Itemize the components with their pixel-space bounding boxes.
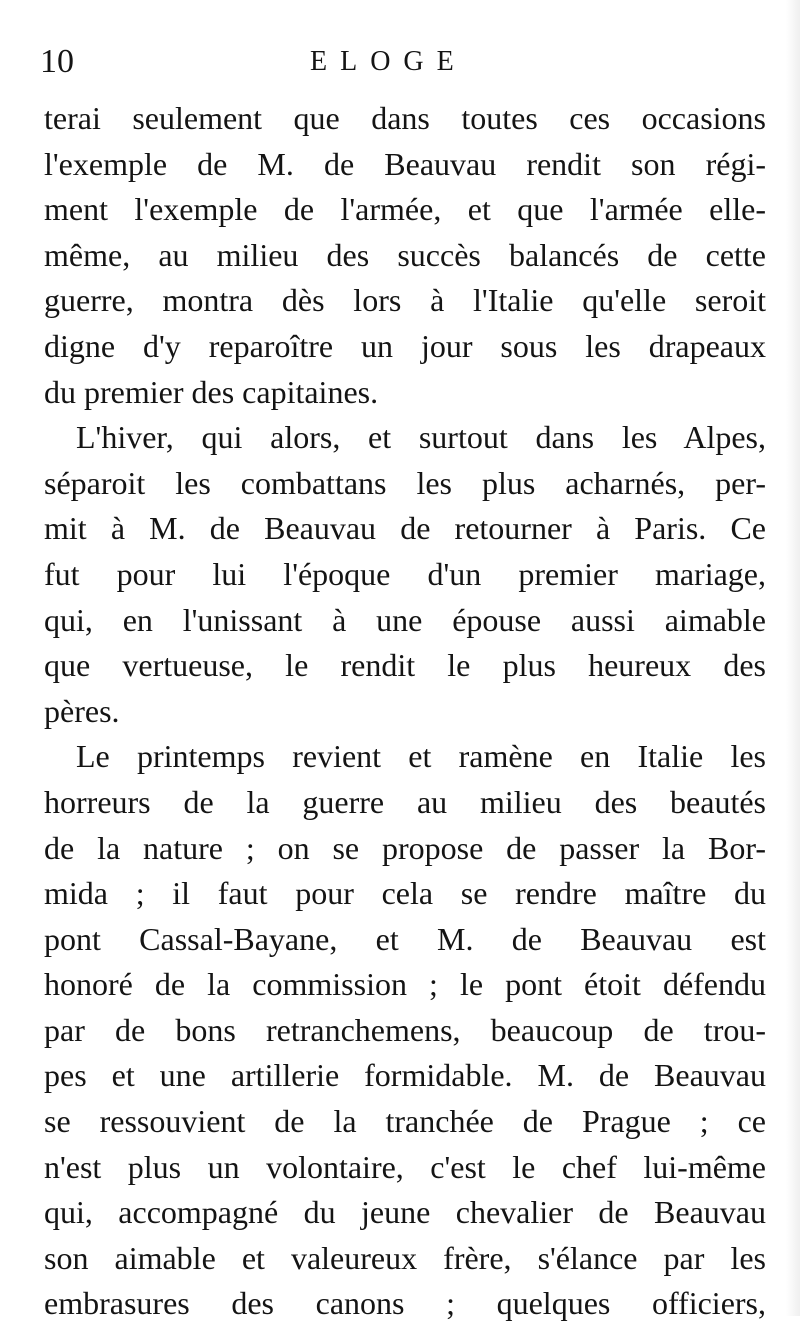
text-line: mida ; il faut pour cela se rendre maître du: [44, 875, 766, 912]
running-head: ELOGE: [310, 46, 467, 77]
text-line: se ressouvient de la tranchée de Prague ; ce: [44, 1103, 766, 1140]
body-text: [44, 96, 766, 1327]
text-line: L'hiver, qui alors, et surtout dans les Alpes,: [76, 419, 766, 456]
text-line: même, au milieu des succès balancés de cette: [44, 236, 766, 273]
text-line: honoré de la commission ; le pont étoit défendu: [44, 966, 766, 1003]
text-line: qui, accompagné du jeune chevalier de Beauvau: [44, 1194, 766, 1231]
text-line: terai seulement que dans toutes ces occasions: [44, 100, 766, 136]
text-line: pont Cassal-Bayane, et M. de Beauvau est: [44, 920, 766, 957]
text-line: de la nature ; on se propose de passer la Bor-: [44, 829, 766, 866]
text-line: que vertueuse, le rendit le plus heureux des: [44, 647, 766, 684]
text-line: n'est plus un volontaire, c'est le chef lui-même: [44, 1148, 766, 1185]
text-line: mit à M. de Beauvau de retourner à Paris. Ce: [44, 510, 766, 547]
text-line: pères.: [44, 692, 120, 729]
text-line: embrasures des canons ; quelques officiers,: [44, 1285, 766, 1322]
page-number: 10: [40, 43, 74, 80]
text-line: séparoit les combattans les plus acharnés, per-: [44, 464, 766, 501]
text-line: pes et une artillerie formidable. M. de Beauvau: [44, 1057, 766, 1094]
text-line: Le printemps revient et ramène en Italie les: [76, 738, 766, 775]
text-line: son aimable et valeureux frère, s'élance par les: [44, 1239, 766, 1276]
text-line: par de bons retranchemens, beaucoup de trou-: [44, 1011, 766, 1048]
text-line: fut pour lui l'époque d'un premier mariage,: [44, 555, 766, 592]
text-line: guerre, montra dès lors à l'Italie qu'elle seroit: [44, 282, 766, 319]
page-edge-shadow: [786, 0, 800, 1316]
text-line: qui, en l'unissant à une épouse aussi aimable: [44, 601, 766, 638]
text-line: l'exemple de M. de Beauvau rendit son régi-: [44, 145, 766, 182]
text-line: horreurs de la guerre au milieu des beautés: [44, 783, 766, 820]
page-header: [40, 38, 780, 88]
text-line: ment l'exemple de l'armée, et que l'armée elle-: [44, 191, 766, 228]
text-line: digne d'y reparoître un jour sous les drapeaux: [44, 327, 766, 364]
text-line: du premier des capitaines.: [44, 373, 379, 410]
